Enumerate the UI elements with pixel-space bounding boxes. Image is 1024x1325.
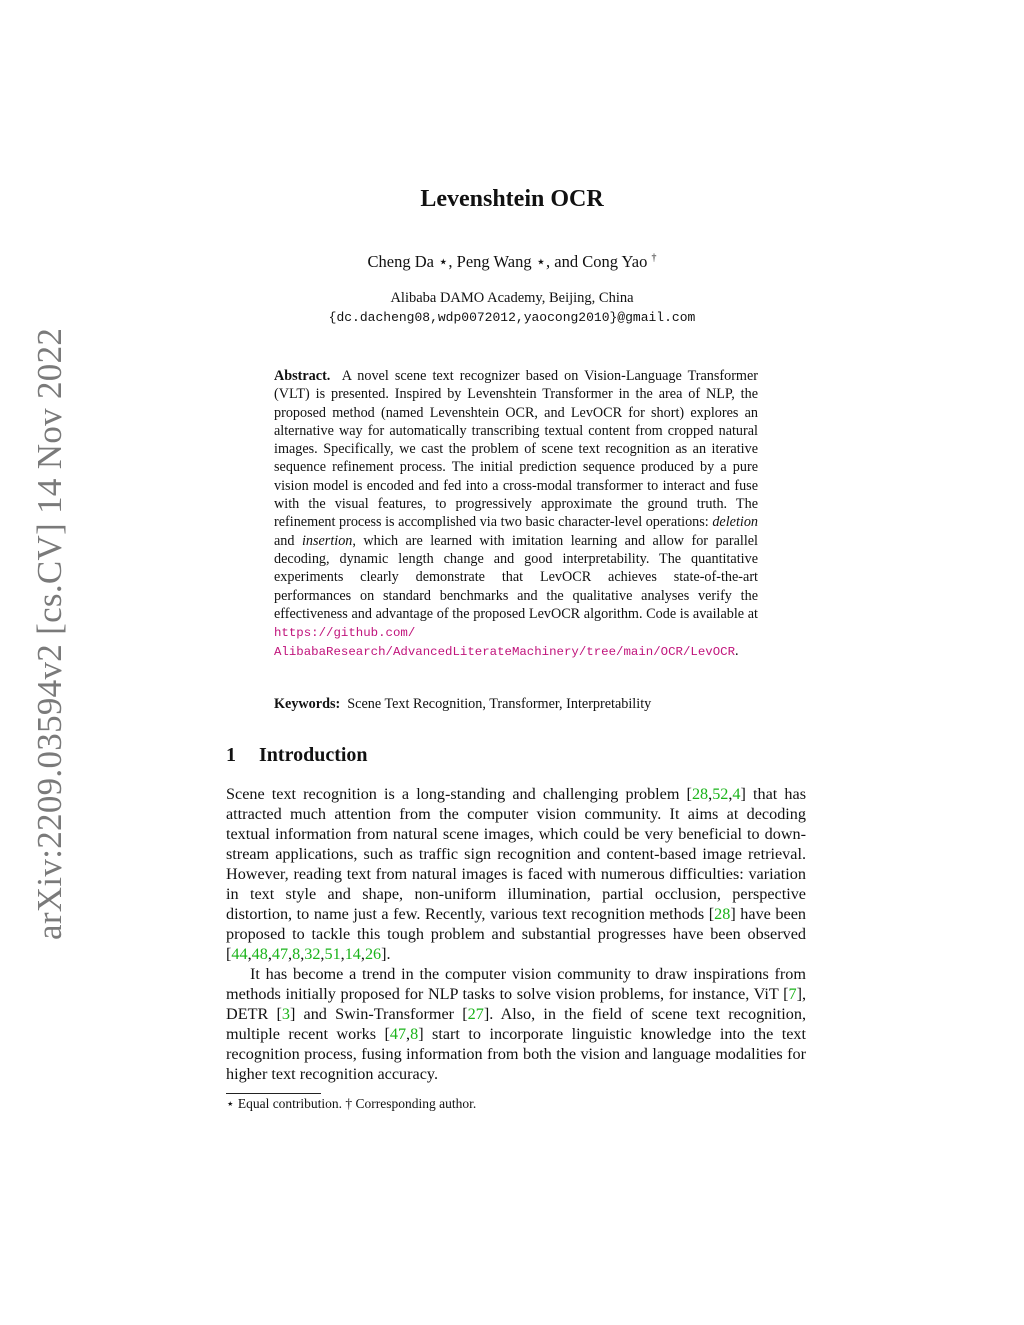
- keywords-label: Keywords:: [274, 696, 341, 712]
- abstract-text-2: and: [274, 532, 295, 549]
- p1-sep: ,: [320, 945, 325, 963]
- citation[interactable]: 26: [364, 945, 382, 963]
- arxiv-stamp: arXiv:2209.03594v2 [cs.CV] 14 Nov 2022: [30, 327, 69, 940]
- abstract-em-deletion: deletion: [712, 514, 759, 531]
- section-title: Introduction: [259, 744, 368, 766]
- p2-text: ], DETR [: [226, 985, 806, 1023]
- p1-text: ] have been proposed to tackle this tough problem and substantial progresses have been observed [: [226, 905, 806, 963]
- abstract: [274, 367, 758, 662]
- author-names: Cheng Da ⋆, Peng Wang ⋆, and Cong Yao: [367, 252, 648, 271]
- section-heading: [226, 744, 368, 767]
- affiliation-block: [0, 289, 1024, 327]
- citation[interactable]: 47: [389, 1025, 407, 1043]
- p2-text: ] and Swin-Transformer [: [289, 1005, 468, 1023]
- citation[interactable]: 27: [467, 1005, 484, 1023]
- abstract-text-1: A novel scene text recognizer based on Vision-Language Transformer (VLT) is presented. Inspired by Levenshtein Transformer in the area of NLP, the proposed method (named Levenshtein OCR, and LevOCR for short) explores an alternative way for automatically transcribing textual content from cropped natural images. Specifically, we cast the problem of scene text recognition as an iterative sequence refinement process. The initial prediction sequence produced by a pure vision model is encoded and fed into a cross-modal transformer to interact and fuse with the visual features, to progressively approximate the ground truth. The refinement process is accomplished via two basic character-level operations:: [274, 368, 758, 531]
- p1-sep: ,: [267, 945, 272, 963]
- author-list: [0, 252, 1024, 272]
- abstract-label: Abstract.: [274, 368, 331, 384]
- keywords: [274, 696, 758, 713]
- citation[interactable]: 44: [231, 945, 248, 963]
- keywords-text: Scene Text Recognition, Transformer, Interpretability: [347, 696, 652, 712]
- body-text: [226, 784, 806, 1084]
- citation[interactable]: 48: [251, 945, 268, 963]
- p1-sep: ,: [247, 945, 252, 963]
- citation[interactable]: 8: [410, 1025, 419, 1043]
- code-link-part-1[interactable]: https://github.com/: [274, 626, 416, 641]
- citation[interactable]: 28: [691, 785, 709, 803]
- citation[interactable]: 4: [732, 785, 741, 803]
- p1-sep: ,: [300, 945, 305, 963]
- abstract-em-insertion: insertion: [301, 532, 353, 549]
- p1-sep: ,: [360, 945, 365, 963]
- p1-text: ].: [381, 945, 391, 963]
- footnote: ⋆ Equal contribution. † Corresponding author.: [226, 1096, 477, 1111]
- p1-sep: ,: [340, 945, 345, 963]
- p1-sep: ,: [728, 785, 733, 803]
- citation[interactable]: 7: [788, 985, 797, 1003]
- section-number: 1: [226, 744, 236, 766]
- p1-text: Scene text recognition is a long-standing and challenging problem [: [226, 785, 692, 803]
- citation[interactable]: 51: [324, 945, 341, 963]
- citation[interactable]: 32: [304, 945, 321, 963]
- citation[interactable]: 28: [714, 905, 731, 923]
- citation[interactable]: 14: [344, 945, 361, 963]
- p1-sep: ,: [288, 945, 293, 963]
- abstract-text-3: , which are learned with imitation learning and allow for parallel decoding, dynamic length change and good interpretability. The quantitative experiments clearly demonstrate that LevOCR achieves state-of-the-art performances on standard benchmarks and the qualitative analyses verify the effectiveness and advantage of the proposed LevOCR algorithm. Code is available at: [274, 532, 758, 622]
- citation[interactable]: 3: [281, 1005, 290, 1023]
- citation[interactable]: 8: [292, 945, 301, 963]
- abstract-end: .: [735, 643, 739, 660]
- author-emails: {dc.dacheng08,wdp0072012,yaocong2010}@gmail.com: [328, 310, 696, 325]
- footnote-rule: [226, 1093, 321, 1094]
- p2-sep: ,: [406, 1025, 411, 1043]
- affiliation: Alibaba DAMO Academy, Beijing, China: [390, 290, 634, 306]
- citation[interactable]: 52: [712, 785, 729, 803]
- p2-text: It has become a trend in the computer vision community to draw inspirations from methods initially proposed for NLP tasks to solve vision problems, for instance, ViT [: [226, 965, 806, 1003]
- paragraph-1: [226, 784, 806, 964]
- p1-sep: ,: [708, 785, 713, 803]
- citation[interactable]: 47: [271, 945, 289, 963]
- dagger-mark: †: [651, 252, 657, 264]
- p2-text: ] start to incorporate linguistic knowledge into the text recognition process, fusing information from both the vision and language modalities for higher text recognition accuracy.: [226, 1025, 806, 1083]
- code-link-part-2[interactable]: AlibabaResearch/AdvancedLiterateMachinery/tree/main/OCR/LevOCR: [274, 645, 736, 660]
- p2-text: ]. Also, in the field of scene text recognition, multiple recent works [: [226, 1005, 806, 1043]
- paragraph-2: [226, 964, 806, 1084]
- p1-text: ] that has attracted much attention from the computer vision community. It aims at decoding textual information from natural scene images, which could be very beneficial to down-stream applications, such as traffic sign recognition and content-based image retrieval. However, reading text from natural images is faced with numerous difficulties: variation in text style and shape, non-uniform illumination, partial occlusion, perspective distortion, to name just a few. Recently, various text recognition methods [: [226, 785, 806, 923]
- paper-title: Levenshtein OCR: [420, 186, 604, 212]
